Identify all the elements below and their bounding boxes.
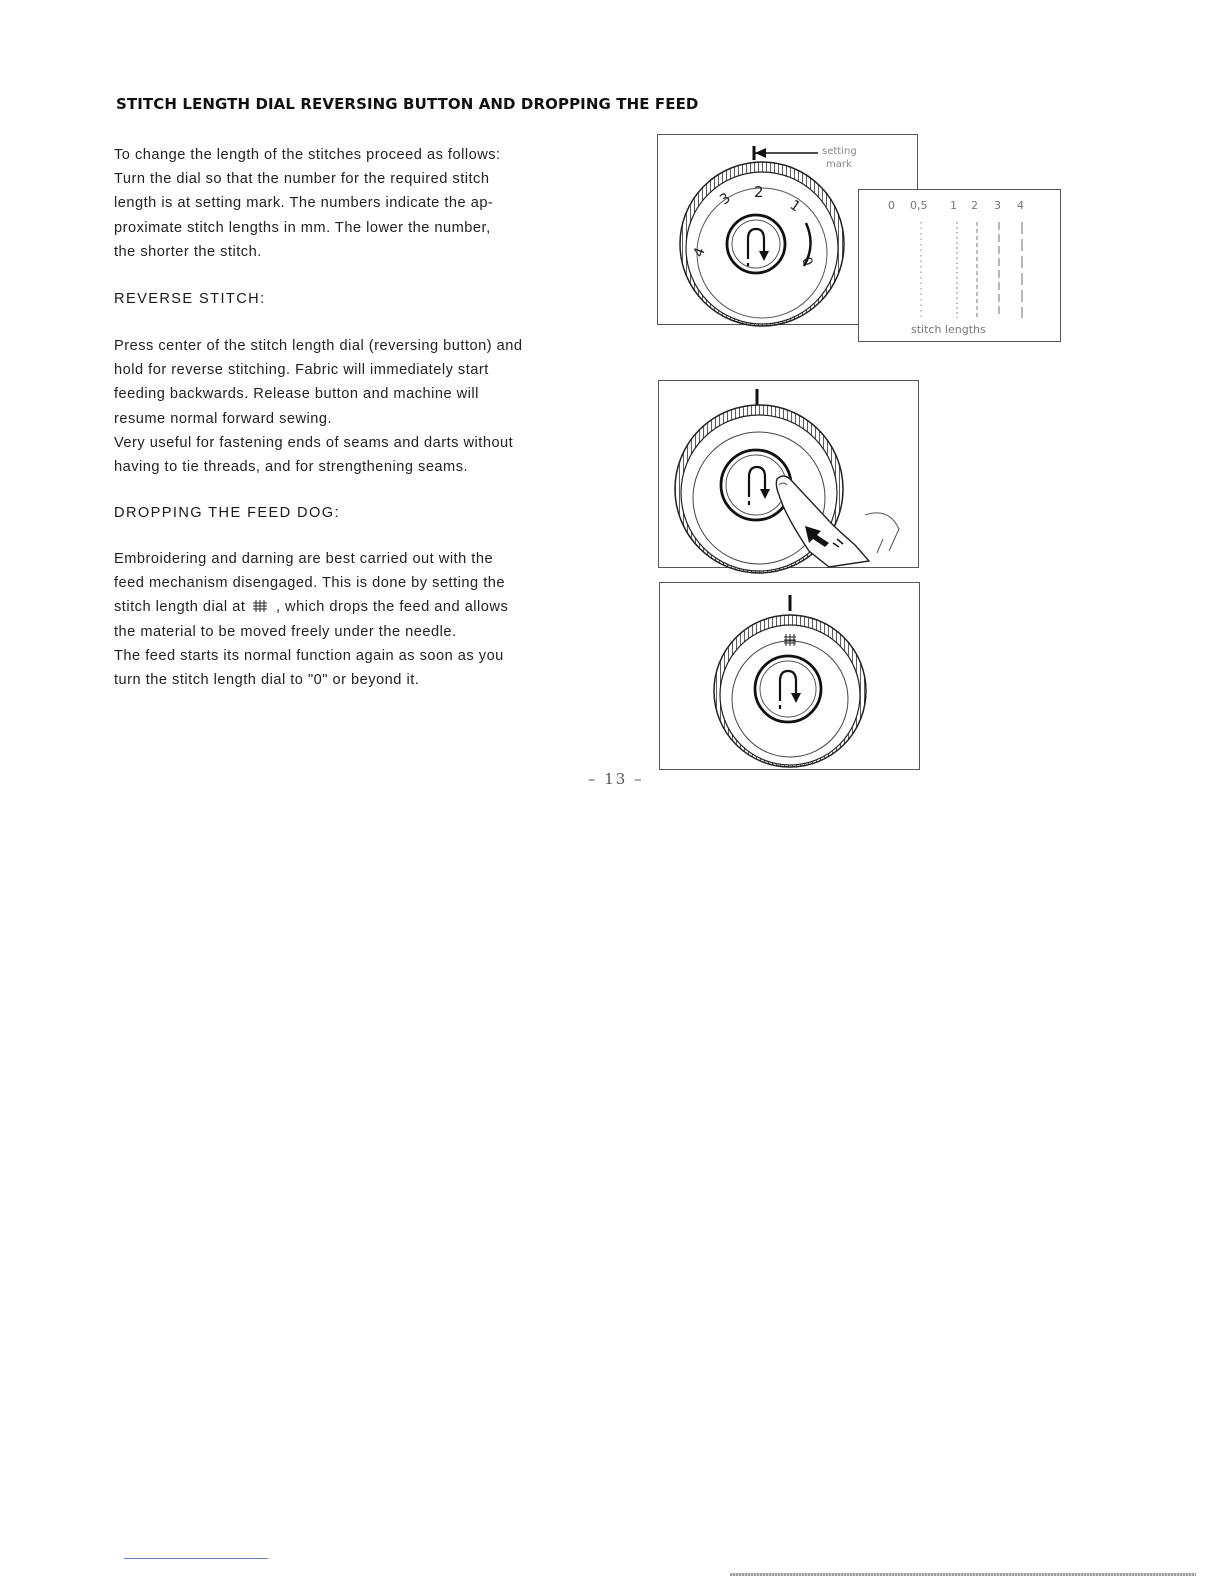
page-title: STITCH LENGTH DIAL REVERSING BUTTON AND DROPPING THE FEED (116, 95, 699, 113)
reverse-line: hold for reverse stitching. Fabric will immediately start (114, 362, 489, 379)
scale-value: 0,5 (910, 199, 928, 212)
footer-rule-right (730, 1573, 1196, 1576)
scale-caption: stitch lengths (911, 323, 986, 336)
reverse-stitch-heading: REVERSE STITCH: (114, 291, 266, 307)
dial-number: 1 (786, 197, 804, 216)
scale-value: 3 (994, 199, 1001, 212)
dial-number: 3 (717, 190, 734, 209)
figure-reverse-button-press (658, 380, 919, 568)
figure-feed-drop-dial (659, 582, 920, 770)
reverse-line: resume normal forward sewing. (114, 410, 333, 427)
scale-value: 2 (971, 199, 978, 212)
dial-number: 2 (754, 183, 764, 201)
reverse-line: Very useful for fastening ends of seams and darts without (114, 434, 514, 451)
feed-dog-heading: DROPPING THE FEED DOG: (114, 505, 340, 521)
scale-value: 0 (888, 199, 895, 212)
intro-section (114, 143, 600, 264)
intro-paragraph (114, 143, 600, 264)
setting-mark-label-line1: setting (822, 146, 857, 157)
feed-drop-symbol-icon (784, 634, 796, 646)
dial-number: 4 (690, 245, 709, 260)
intro-line: length is at setting mark. The numbers indicate the ap- (114, 195, 494, 212)
setting-mark-icon (754, 146, 818, 160)
reverse-stitch-paragraph (114, 334, 600, 479)
feed-dog-line: Embroidering and darning are best carried out with the (114, 551, 494, 567)
feed-dog-line-start: stitch length dial at (114, 599, 246, 616)
dial-number: 0 (798, 255, 816, 269)
stitch-length-scale-illustration (859, 190, 1060, 341)
reverse-line: having to tie threads, and for strengthening seams. (114, 459, 469, 476)
reverse-line: Press center of the stitch length dial (reversing button) and (114, 338, 523, 354)
stitch-length-scale-inset (858, 189, 1061, 342)
feed-dog-line: feed mechanism disengaged. This is done by setting the (114, 575, 505, 592)
feed-drop-dial-illustration (660, 583, 919, 769)
footer-rule-left (124, 1558, 268, 1559)
intro-line: the shorter the stitch. (114, 243, 262, 260)
feed-drop-symbol-icon (252, 599, 268, 613)
reverse-line: feeding backwards. Release button and machine will (114, 386, 479, 403)
reverse-button-illustration (659, 381, 918, 567)
feed-dog-body (114, 547, 600, 692)
feed-dog-line: the material to be moved freely under the needle. (114, 623, 457, 640)
page-number: – 13 – (588, 770, 644, 788)
feed-dog-paragraph (114, 547, 600, 692)
intro-line: To change the length of the stitches proceed as follows: (114, 147, 501, 163)
reverse-stitch-body (114, 334, 600, 479)
feed-dog-line: The feed starts its normal function again as soon as you (114, 647, 504, 664)
scale-value: 4 (1017, 199, 1024, 212)
feed-dog-line-end: , which drops the feed and allows (275, 599, 509, 616)
feed-dog-line: turn the stitch length dial to "0" or beyond it. (114, 672, 420, 689)
feed-dog-line-with-symbol (114, 595, 600, 619)
intro-line: proximate stitch lengths in mm. The lower the number, (114, 219, 491, 236)
setting-mark-label-line2: mark (826, 159, 852, 170)
reverse-stitch-section (114, 287, 600, 311)
scale-value: 1 (950, 199, 957, 212)
feed-dog-section (114, 501, 600, 525)
intro-line: Turn the dial so that the number for the required stitch (114, 171, 490, 188)
